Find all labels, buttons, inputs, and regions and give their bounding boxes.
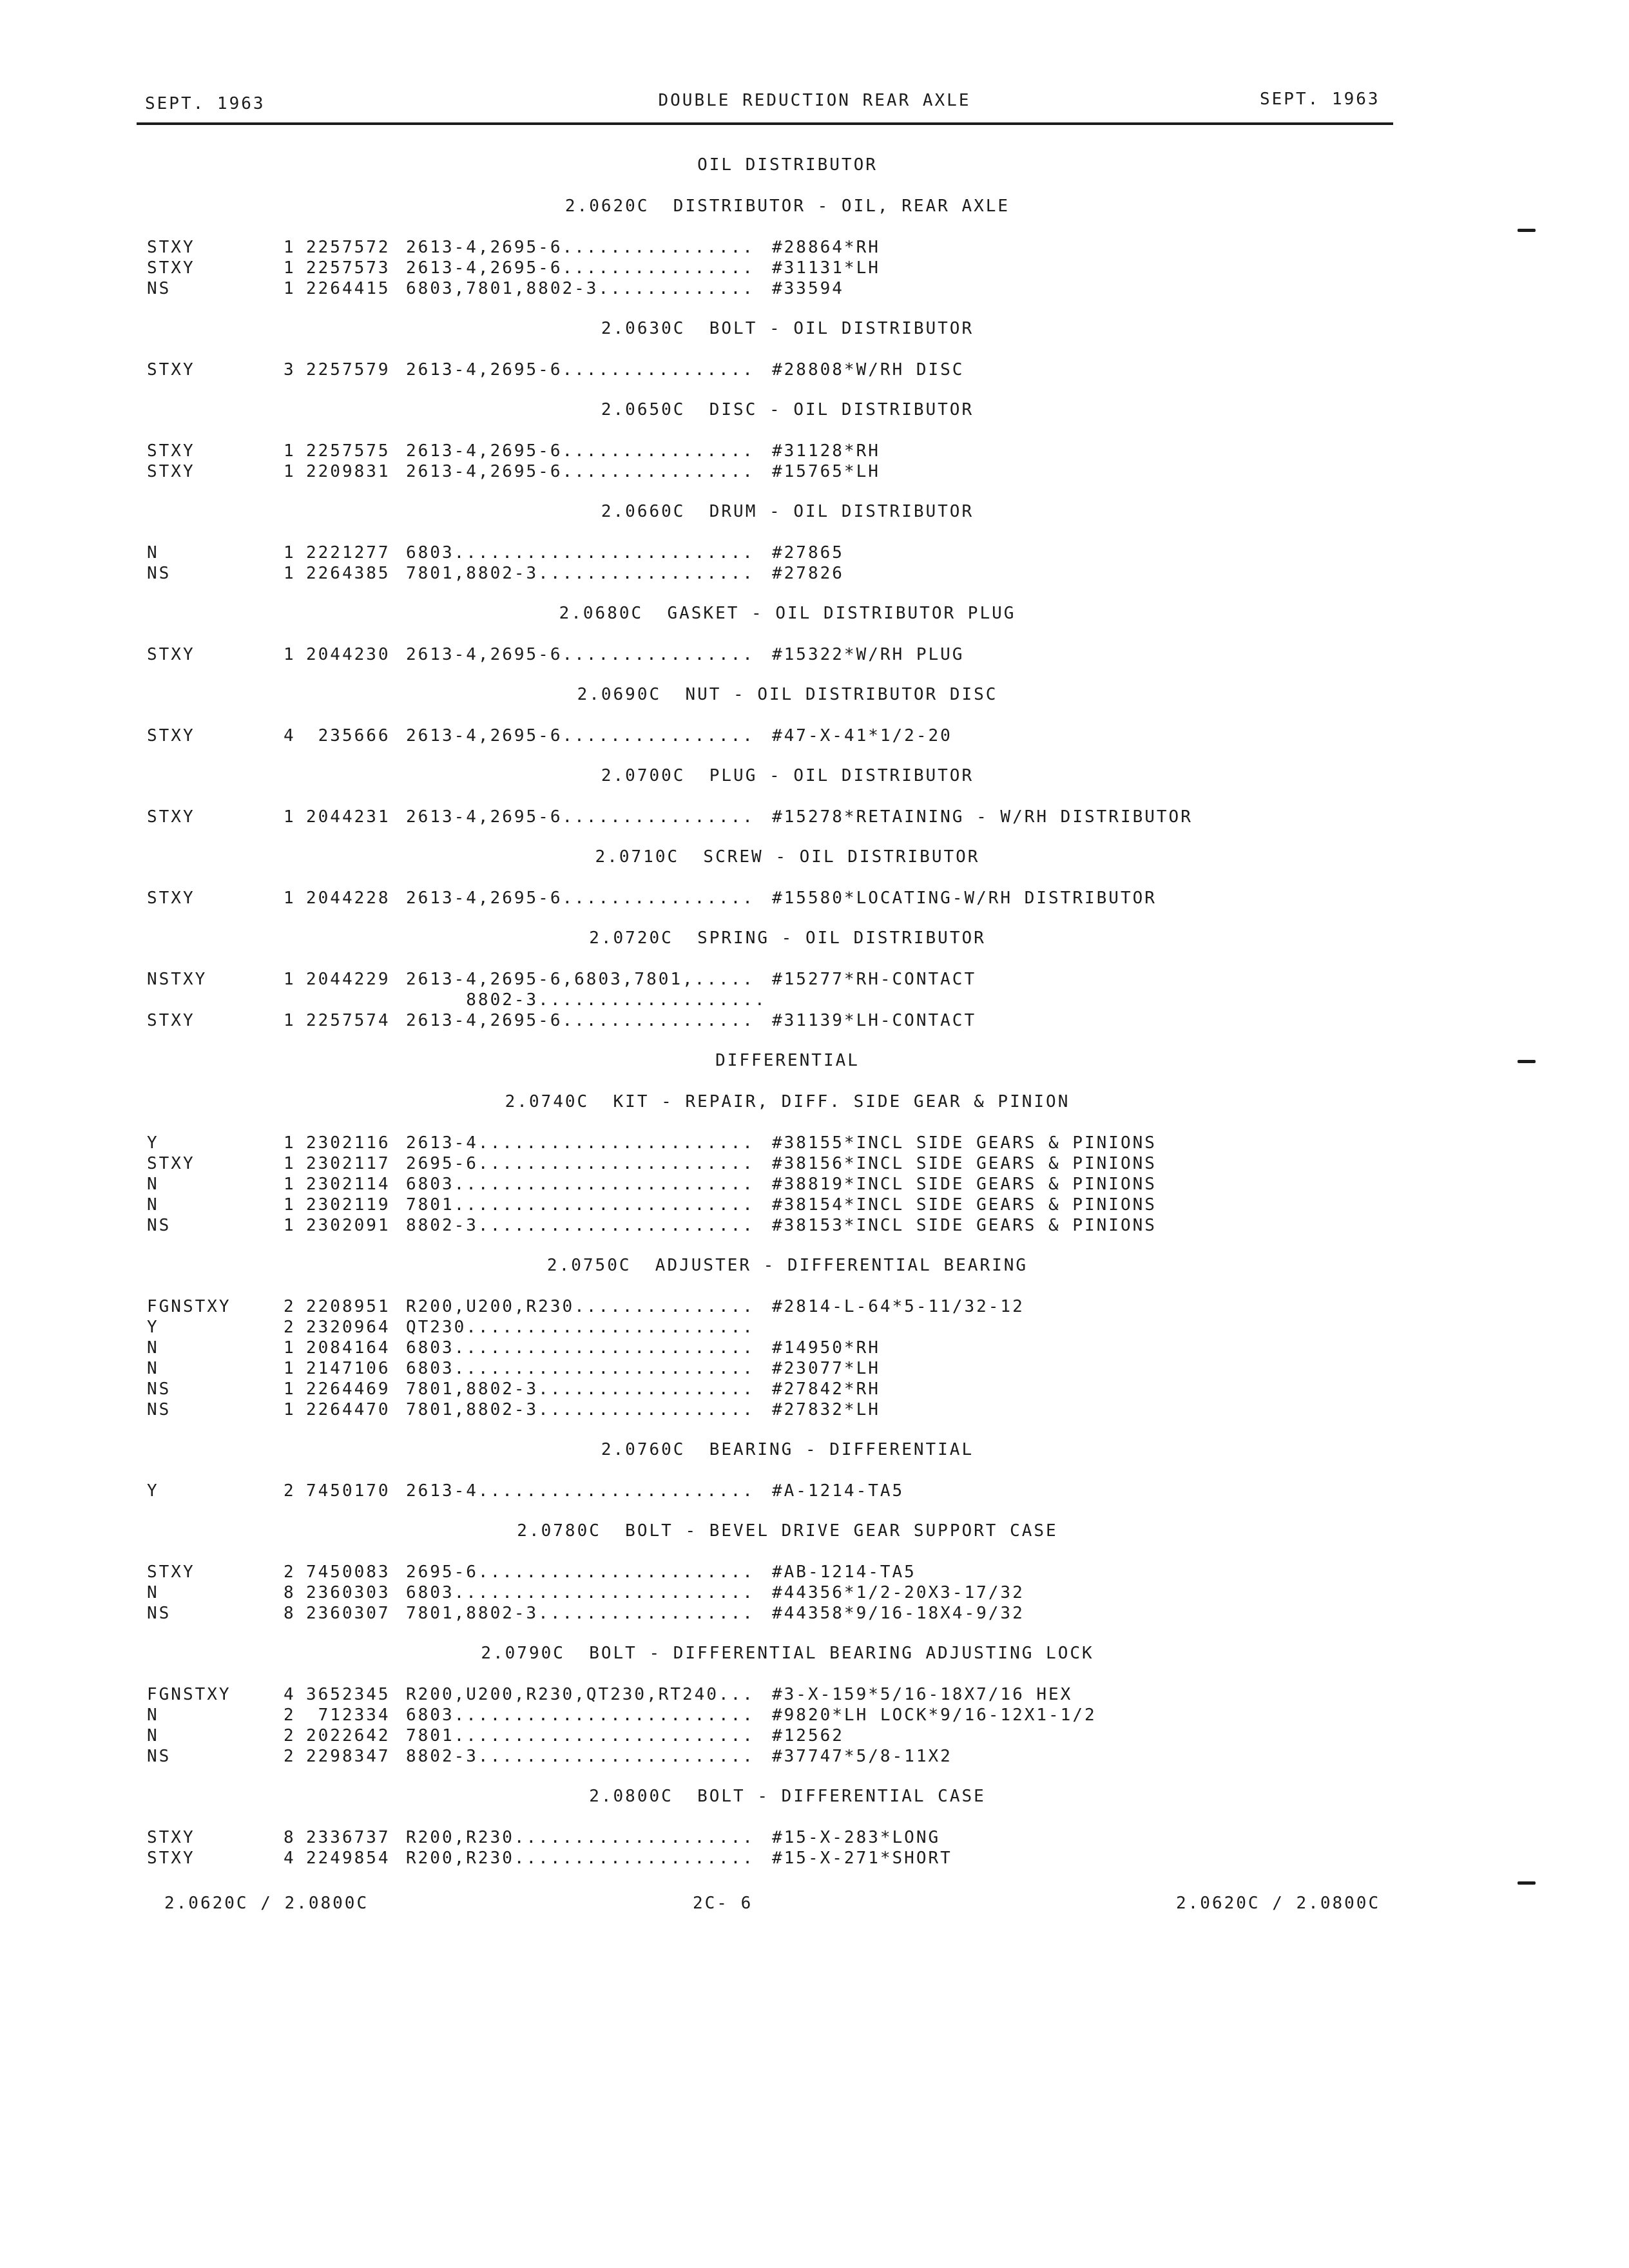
quantity: 1 — [284, 543, 296, 562]
applicable-models: R200,U200,R230,QT230,RT240... — [406, 1685, 755, 1704]
model-code: NS — [147, 1604, 171, 1623]
quantity: 8 — [284, 1604, 296, 1623]
section-title: 2.0630C BOLT - OIL DISTRIBUTOR — [601, 319, 974, 338]
section-title: 2.0740C KIT - REPAIR, DIFF. SIDE GEAR & PINION — [505, 1092, 1070, 1111]
reference-note: #3-X-159*5/16-18X7/16 HEX — [772, 1685, 1073, 1704]
applicable-models: 7801,8802-3.................. — [406, 564, 755, 583]
applicable-models: 2613-4,2695-6................ — [406, 726, 755, 745]
quantity: 1 — [284, 1379, 296, 1399]
section-title: 2.0650C DISC - OIL DISTRIBUTOR — [601, 400, 974, 419]
quantity: 1 — [284, 564, 296, 583]
applicable-models: QT230........................ — [406, 1318, 755, 1337]
part-number: 2257575 — [306, 441, 390, 461]
model-code: N — [147, 543, 159, 562]
model-code: N — [147, 1195, 159, 1215]
reference-note: #38155*INCL SIDE GEARS & PINIONS — [772, 1133, 1157, 1153]
group-heading: OIL DISTRIBUTOR — [697, 155, 878, 175]
applicable-models: 6803......................... — [406, 1583, 755, 1602]
section-title: 2.0780C BOLT - BEVEL DRIVE GEAR SUPPORT CASE — [517, 1521, 1058, 1541]
quantity: 2 — [284, 1481, 296, 1501]
quantity: 1 — [284, 1338, 296, 1358]
quantity: 1 — [284, 1400, 296, 1419]
reference-note: #47-X-41*1/2-20 — [772, 726, 952, 745]
quantity: 4 — [284, 1685, 296, 1704]
reference-note: #31131*LH — [772, 258, 880, 278]
quantity: 1 — [284, 238, 296, 257]
model-code: STXY — [147, 238, 195, 257]
section-title: 2.0690C NUT - OIL DISTRIBUTOR DISC — [577, 685, 998, 704]
quantity: 2 — [284, 1318, 296, 1337]
model-code: STXY — [147, 726, 195, 745]
model-code: FGNSTXY — [147, 1685, 231, 1704]
quantity: 2 — [284, 1562, 296, 1582]
model-code: STXY — [147, 645, 195, 664]
reference-note: #37747*5/8-11X2 — [772, 1747, 952, 1766]
quantity: 1 — [284, 441, 296, 461]
reference-note: #38153*INCL SIDE GEARS & PINIONS — [772, 1216, 1157, 1235]
section-title: 2.0710C SCREW - OIL DISTRIBUTOR — [595, 847, 980, 867]
part-number: 2257573 — [306, 258, 390, 278]
reference-note: #23077*LH — [772, 1359, 880, 1378]
part-number: 2208951 — [306, 1297, 390, 1316]
applicable-models: 8802-3....................... — [406, 1216, 755, 1235]
reference-note: #27826 — [772, 564, 844, 583]
header-date-left: SEPT. 1963 — [145, 94, 265, 113]
applicable-models: 2613-4,2695-6................ — [406, 889, 755, 908]
part-number: 2249854 — [306, 1849, 390, 1868]
section-title: 2.0750C ADJUSTER - DIFFERENTIAL BEARING — [546, 1256, 1028, 1275]
section-title: 2.0680C GASKET - OIL DISTRIBUTOR PLUG — [559, 604, 1016, 623]
part-number: 2302116 — [306, 1133, 390, 1153]
reference-note: #AB-1214-TA5 — [772, 1562, 916, 1582]
margin-mark — [1518, 229, 1536, 232]
part-number: 2264470 — [306, 1400, 390, 1419]
part-number: 7450083 — [306, 1562, 390, 1582]
part-number: 2336737 — [306, 1828, 390, 1847]
part-number: 235666 — [306, 726, 390, 745]
part-number: 2320964 — [306, 1318, 390, 1337]
quantity: 2 — [284, 1706, 296, 1725]
reference-note: #31128*RH — [772, 441, 880, 461]
applicable-models: 6803......................... — [406, 1175, 755, 1194]
applicable-models: 7801,8802-3.................. — [406, 1400, 755, 1419]
header-date-right: SEPT. 1963 — [1260, 90, 1380, 109]
quantity: 2 — [284, 1747, 296, 1766]
quantity: 8 — [284, 1583, 296, 1602]
section-title: 2.0700C PLUG - OIL DISTRIBUTOR — [601, 766, 974, 785]
quantity: 3 — [284, 360, 296, 380]
applicable-models: 2613-4....................... — [406, 1133, 755, 1153]
part-number: 2302091 — [306, 1216, 390, 1235]
quantity: 1 — [284, 1195, 296, 1215]
section-title: 2.0800C BOLT - DIFFERENTIAL CASE — [589, 1787, 986, 1806]
part-number: 2147106 — [306, 1359, 390, 1378]
model-code: Y — [147, 1133, 159, 1153]
part-number: 712334 — [306, 1706, 390, 1725]
model-code: STXY — [147, 441, 195, 461]
margin-mark — [1518, 1881, 1536, 1885]
model-code: NS — [147, 1747, 171, 1766]
applicable-models: R200,R230.................... — [406, 1828, 755, 1847]
part-number: 2221277 — [306, 543, 390, 562]
model-code: NSTXY — [147, 970, 207, 989]
reference-note: #2814-L-64*5-11/32-12 — [772, 1297, 1025, 1316]
footer-range-right: 2.0620C / 2.0800C — [1176, 1894, 1381, 1913]
applicable-models: 7801......................... — [406, 1195, 755, 1215]
reference-note: #28808*W/RH DISC — [772, 360, 965, 380]
model-code: STXY — [147, 1154, 195, 1173]
quantity: 1 — [284, 1359, 296, 1378]
applicable-models: 2613-4,2695-6................ — [406, 807, 755, 827]
applicable-models: 2613-4,2695-6................ — [406, 1011, 755, 1030]
model-code: NS — [147, 279, 171, 298]
quantity: 1 — [284, 462, 296, 481]
model-code: STXY — [147, 1828, 195, 1847]
model-code: STXY — [147, 360, 195, 380]
model-code: Y — [147, 1481, 159, 1501]
reference-note: #15580*LOCATING-W/RH DISTRIBUTOR — [772, 889, 1157, 908]
model-code: STXY — [147, 258, 195, 278]
reference-note: #15765*LH — [772, 462, 880, 481]
part-number: 2264415 — [306, 279, 390, 298]
applicable-models: 6803......................... — [406, 1338, 755, 1358]
reference-note: #15-X-271*SHORT — [772, 1849, 952, 1868]
header-rule — [137, 122, 1393, 125]
quantity: 4 — [284, 726, 296, 745]
applicable-models: 2695-6....................... — [406, 1562, 755, 1582]
part-number: 2084164 — [306, 1338, 390, 1358]
header-title: DOUBLE REDUCTION REAR AXLE — [658, 91, 971, 110]
applicable-models: 2613-4,2695-6................ — [406, 238, 755, 257]
margin-mark — [1518, 1060, 1536, 1063]
part-number: 3652345 — [306, 1685, 390, 1704]
reference-note: #27832*LH — [772, 1400, 880, 1419]
part-number: 2360307 — [306, 1604, 390, 1623]
part-number: 7450170 — [306, 1481, 390, 1501]
applicable-models: 7801,8802-3.................. — [406, 1604, 755, 1623]
part-number: 2360303 — [306, 1583, 390, 1602]
section-title: 2.0660C DRUM - OIL DISTRIBUTOR — [601, 502, 974, 521]
model-code: STXY — [147, 1011, 195, 1030]
reference-note: #A-1214-TA5 — [772, 1481, 905, 1501]
quantity: 1 — [284, 258, 296, 278]
part-number: 2257574 — [306, 1011, 390, 1030]
part-number: 2022642 — [306, 1726, 390, 1745]
part-number: 2044231 — [306, 807, 390, 827]
reference-note: #38154*INCL SIDE GEARS & PINIONS — [772, 1195, 1157, 1215]
reference-note: #9820*LH LOCK*9/16-12X1-1/2 — [772, 1706, 1097, 1725]
model-code: N — [147, 1338, 159, 1358]
applicable-models: R200,U200,R230............... — [406, 1297, 755, 1316]
quantity: 1 — [284, 807, 296, 827]
applicable-models: 2613-4,2695-6................ — [406, 462, 755, 481]
applicable-models: 7801......................... — [406, 1726, 755, 1745]
applicable-models: 8802-3................... — [406, 990, 767, 1010]
model-code: NS — [147, 564, 171, 583]
model-code: N — [147, 1175, 159, 1194]
applicable-models: 2613-4,2695-6................ — [406, 360, 755, 380]
applicable-models: 2613-4,2695-6................ — [406, 645, 755, 664]
part-number: 2044228 — [306, 889, 390, 908]
reference-note: #44356*1/2-20X3-17/32 — [772, 1583, 1025, 1602]
part-number: 2257572 — [306, 238, 390, 257]
quantity: 1 — [284, 970, 296, 989]
part-number: 2302114 — [306, 1175, 390, 1194]
part-number: 2257579 — [306, 360, 390, 380]
model-code: STXY — [147, 462, 195, 481]
part-number: 2264385 — [306, 564, 390, 583]
reference-note: #15277*RH-CONTACT — [772, 970, 977, 989]
quantity: 1 — [284, 1216, 296, 1235]
model-code: STXY — [147, 807, 195, 827]
model-code: N — [147, 1583, 159, 1602]
applicable-models: 2613-4,2695-6................ — [406, 441, 755, 461]
model-code: N — [147, 1726, 159, 1745]
reference-note: #38819*INCL SIDE GEARS & PINIONS — [772, 1175, 1157, 1194]
reference-note: #28864*RH — [772, 238, 880, 257]
quantity: 4 — [284, 1849, 296, 1868]
model-code: Y — [147, 1318, 159, 1337]
applicable-models: 8802-3....................... — [406, 1747, 755, 1766]
reference-note: #14950*RH — [772, 1338, 880, 1358]
model-code: N — [147, 1706, 159, 1725]
model-code: N — [147, 1359, 159, 1378]
applicable-models: 6803......................... — [406, 1706, 755, 1725]
applicable-models: 6803......................... — [406, 543, 755, 562]
part-number: 2044230 — [306, 645, 390, 664]
applicable-models: 6803,7801,8802-3............. — [406, 279, 755, 298]
section-title: 2.0790C BOLT - DIFFERENTIAL BEARING ADJUSTING LOCK — [481, 1644, 1094, 1663]
quantity: 2 — [284, 1297, 296, 1316]
part-number: 2209831 — [306, 462, 390, 481]
quantity: 1 — [284, 1011, 296, 1030]
section-title: 2.0720C SPRING - OIL DISTRIBUTOR — [589, 928, 986, 948]
model-code: FGNSTXY — [147, 1297, 231, 1316]
applicable-models: 7801,8802-3.................. — [406, 1379, 755, 1399]
quantity: 1 — [284, 645, 296, 664]
part-number: 2044229 — [306, 970, 390, 989]
applicable-models: R200,R230.................... — [406, 1849, 755, 1868]
reference-note: #15278*RETAINING - W/RH DISTRIBUTOR — [772, 807, 1193, 827]
part-number: 2302119 — [306, 1195, 390, 1215]
applicable-models: 2613-4,2695-6,6803,7801,..... — [406, 970, 755, 989]
model-code: NS — [147, 1216, 171, 1235]
part-number: 2298347 — [306, 1747, 390, 1766]
reference-note: #15-X-283*LONG — [772, 1828, 941, 1847]
quantity: 1 — [284, 889, 296, 908]
reference-note: #15322*W/RH PLUG — [772, 645, 965, 664]
footer-range-left: 2.0620C / 2.0800C — [164, 1894, 369, 1913]
part-number: 2302117 — [306, 1154, 390, 1173]
section-title: 2.0760C BEARING - DIFFERENTIAL — [601, 1440, 974, 1459]
footer-page-number: 2C- 6 — [693, 1894, 753, 1913]
applicable-models: 2695-6....................... — [406, 1154, 755, 1173]
reference-note: #27865 — [772, 543, 844, 562]
quantity: 8 — [284, 1828, 296, 1847]
group-heading: DIFFERENTIAL — [715, 1051, 860, 1070]
part-number: 2264469 — [306, 1379, 390, 1399]
reference-note: #12562 — [772, 1726, 844, 1745]
model-code: NS — [147, 1379, 171, 1399]
model-code: NS — [147, 1400, 171, 1419]
quantity: 1 — [284, 1133, 296, 1153]
applicable-models: 6803......................... — [406, 1359, 755, 1378]
quantity: 1 — [284, 1175, 296, 1194]
reference-note: #44358*9/16-18X4-9/32 — [772, 1604, 1025, 1623]
applicable-models: 2613-4....................... — [406, 1481, 755, 1501]
quantity: 2 — [284, 1726, 296, 1745]
model-code: STXY — [147, 1562, 195, 1582]
quantity: 1 — [284, 1154, 296, 1173]
model-code: STXY — [147, 1849, 195, 1868]
applicable-models: 2613-4,2695-6................ — [406, 258, 755, 278]
reference-note: #27842*RH — [772, 1379, 880, 1399]
reference-note: #31139*LH-CONTACT — [772, 1011, 977, 1030]
section-title: 2.0620C DISTRIBUTOR - OIL, REAR AXLE — [564, 197, 1010, 216]
reference-note: #33594 — [772, 279, 844, 298]
reference-note: #38156*INCL SIDE GEARS & PINIONS — [772, 1154, 1157, 1173]
model-code: STXY — [147, 889, 195, 908]
quantity: 1 — [284, 279, 296, 298]
